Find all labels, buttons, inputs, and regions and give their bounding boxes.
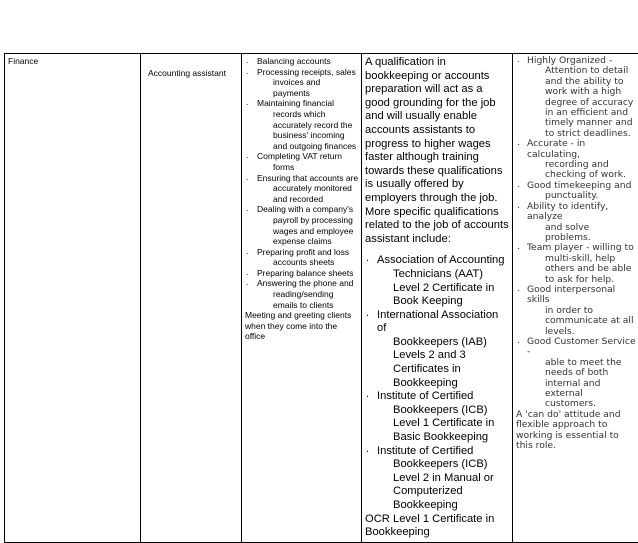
- skill-text: Ability to identify, analyze: [527, 201, 608, 222]
- skill-text-cont: able to meet the needs of both internal and external customers.: [527, 358, 636, 410]
- list-item: [245, 173, 359, 205]
- qualifications-tail: OCR Level 1 Certificate in Bookkeeping: [365, 513, 510, 540]
- list-item: [245, 56, 359, 67]
- skill-text-cont: punctuality.: [527, 191, 636, 201]
- skills-list: [516, 56, 636, 410]
- duty-text-cont: accurately monitored and recorded: [257, 183, 359, 204]
- list-item: [245, 67, 359, 99]
- duty-text: Maintaining financial: [257, 98, 334, 108]
- duty-text: Ensuring that accounts are: [257, 173, 358, 183]
- duty-text: Answering the phone and: [257, 278, 353, 288]
- qualification-text: . Association of Accounting: [377, 254, 510, 268]
- duty-text: Balancing accounts: [257, 56, 331, 66]
- list-item: [245, 278, 359, 310]
- duty-text-cont: forms: [257, 162, 359, 173]
- list-item: [516, 181, 636, 202]
- skill-text-cont: Attention to detail and the ability to work with a high degree of accuracy in an efficient and timely manner and to strict deadlines.: [527, 66, 636, 139]
- qualifications-cell: [362, 54, 513, 543]
- role-label: Accounting assistant: [148, 68, 239, 78]
- list-item: [245, 268, 359, 279]
- qualification-text-cont: Technicians (AAT) Level 2 Certificate in Book Keeping: [377, 268, 510, 309]
- list-item: [365, 309, 510, 391]
- duty-text: Completing VAT return: [257, 151, 342, 161]
- duty-text-cont: records which accurately record the business' incoming and outgoing finances: [257, 109, 359, 151]
- duty-text-cont: reading/sending emails to clients: [257, 289, 359, 310]
- qualifications-list: [365, 254, 510, 512]
- duty-text-cont: payroll by processing wages and employee expense claims: [257, 215, 359, 247]
- list-item: [245, 151, 359, 172]
- sector-label: Finance: [8, 56, 38, 66]
- list-item: [245, 204, 359, 246]
- skill-text-cont: multi-skill, help others and be able to ask for help.: [527, 254, 636, 285]
- skill-text: Team player - willing to: [527, 242, 634, 253]
- sector-cell: [5, 54, 141, 543]
- job-table: [4, 53, 638, 543]
- duties-list: [245, 56, 359, 310]
- skill-text-cont: in order to communicate at all levels.: [527, 306, 636, 337]
- table-row: [5, 54, 638, 543]
- duty-text: Preparing profit and loss: [257, 247, 349, 257]
- qualification-text: . International Association of: [377, 309, 510, 336]
- list-item: [516, 139, 636, 181]
- qualification-text: . Institute of Certified: [377, 390, 510, 404]
- duties-cell: [242, 54, 362, 543]
- list-item: [365, 390, 510, 444]
- skill-text-cont: and solve problems.: [527, 223, 636, 244]
- list-item: [365, 445, 510, 513]
- role-cell: [141, 54, 242, 543]
- duty-text: Dealing with a company's: [257, 204, 353, 214]
- duty-text-cont: invoices and payments: [257, 77, 359, 98]
- list-item: [245, 247, 359, 268]
- qualification-text-cont: Bookkeepers (IAB) Levels 2 and 3 Certificates in Bookkeeping: [377, 336, 510, 390]
- list-item: [516, 285, 636, 337]
- qualifications-intro: A qualification in bookkeeping or accounts preparation will act as a good grounding for the job and will usually enable accounts assistants to progress to higher wages faster although training towards these qualifications is usually offered by employers through the job. More specific qualifications related to the job of accounts assistant include:: [365, 56, 510, 246]
- duty-text: Preparing balance sheets: [257, 268, 353, 278]
- skills-tail: A 'can do' attitude and flexible approach to working is essential to this role.: [516, 409, 621, 451]
- skill-text: Good interpersonal skills: [527, 284, 615, 305]
- skill-text: Highly Organized -: [527, 55, 612, 66]
- duty-text-cont: accounts sheets: [257, 257, 359, 268]
- skill-text-cont: recording and checking of work.: [527, 160, 636, 181]
- qualification-text-cont: Bookkeepers (ICB) Level 2 in Manual or Computerized Bookkeeping: [377, 458, 510, 512]
- qualification-text-cont: Bookkeepers (ICB) Level 1 Certificate in Basic Bookkeeping: [377, 404, 510, 445]
- list-item: [516, 337, 636, 410]
- list-item: [245, 98, 359, 151]
- qualification-text: . Institute of Certified: [377, 445, 510, 459]
- duty-text: Processing receipts, sales: [257, 67, 356, 77]
- skill-text: Good timekeeping and: [527, 180, 631, 191]
- skills-cell: [513, 54, 638, 543]
- skill-text: Good Customer Service -: [527, 336, 636, 357]
- list-item: [516, 56, 636, 139]
- list-item: [365, 254, 510, 308]
- duties-tail: Meeting and greeting clients when they come into the office: [245, 310, 359, 342]
- skill-text: Accurate - in calculating,: [527, 138, 585, 159]
- list-item: [516, 202, 636, 244]
- list-item: [516, 243, 636, 285]
